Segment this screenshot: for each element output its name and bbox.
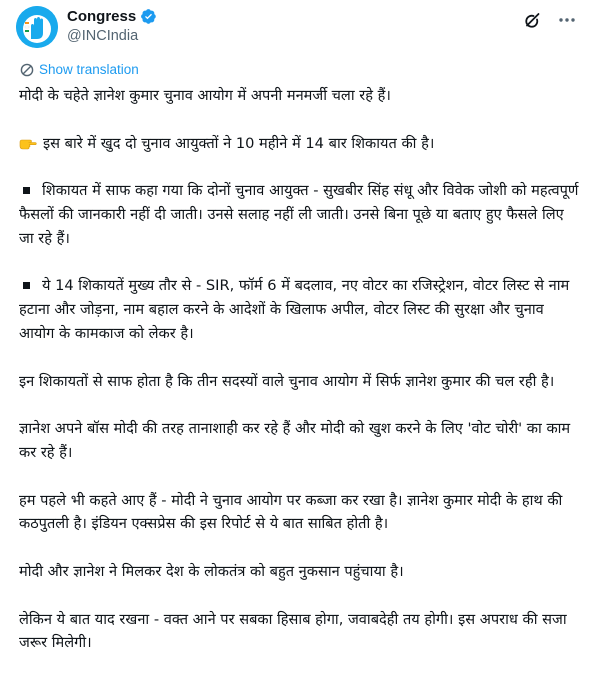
- account-names: [67, 6, 157, 44]
- tweet-paragraph-6: ज्ञानेश अपने बॉस मोदी की तरह तानाशाही कर रहे हैं और मोदी को खुश करने के लिए 'वोट चोरी' का काम कर रहे हैं।: [19, 420, 571, 461]
- grok-icon[interactable]: [523, 10, 543, 30]
- tweet-paragraph-8: मोदी और ज्ञानेश ने मिलकर देश के लोकतंत्र को बहुत नुकसान पहुंचाया है।: [19, 562, 404, 580]
- congress-logo-icon: [16, 6, 58, 48]
- tweet-paragraph-1: मोदी के चहेते ज्ञानेश कुमार चुनाव आयोग में अपनी मनमर्जी चला रहे हैं।: [19, 87, 391, 104]
- account-handle[interactable]: @INCIndia: [67, 28, 139, 44]
- show-translation-link[interactable]: [20, 62, 139, 77]
- more-icon[interactable]: [557, 10, 577, 30]
- tweet-paragraph-4: [19, 274, 579, 345]
- pointing-hand-icon: [19, 134, 37, 148]
- display-name[interactable]: Congress: [67, 7, 137, 25]
- tweet-paragraph-9: लेकिन ये बात याद रखना - वक्त आने पर सबका हिसाब होगा, जवाबदेही तय होगी। इस अपराध की सजा जरूर मिलेगी।: [19, 610, 567, 652]
- header-actions: [523, 10, 577, 30]
- tweet-text: [19, 84, 579, 655]
- tweet-header: [16, 6, 579, 50]
- tweet-paragraph-4-text: ये 14 शिकायतें मुख्य तौर से - SIR, फॉर्म 6 में बदलाव, नए वोटर का रजिस्ट्रेशन, वोटर लिस्ट से नाम हटाना और जोड़ना, नाम बहाल करने के आदेशों के खिलाफ अपील, वोटर लिस्ट की सुरक्षा और चुनाव आयोग के कामकाज को लेकर है।: [19, 277, 570, 342]
- tweet-paragraph-2: [19, 132, 579, 156]
- avatar[interactable]: [16, 6, 58, 48]
- tweet-paragraph-7: हम पहले भी कहते आए हैं - मोदी ने चुनाव आयोग पर कब्जा कर रखा है। ज्ञानेश कुमार मोदी के हाथ की कठपुतली है। इंडियन एक्सप्रेस की इस रिपोर्ट से ये बात साबित होती है।: [19, 491, 563, 533]
- tweet-paragraph-3-text: शिकायत में साफ कहा गया कि दोनों चुनाव आयुक्त - सुखबीर सिंह संधू और विवेक जोशी को महत्वपूर्ण फैसलों की जानकारी नहीं दी जाती। उनसे सलाह नहीं ली जाती। उनसे बिना पूछे या बताए हुए फैसले लिए जा रहे हैं।: [19, 182, 579, 247]
- tweet-paragraph-3: [19, 179, 579, 250]
- translate-icon: [20, 63, 34, 77]
- bullet-square-icon: [23, 187, 30, 194]
- tweet-paragraph-2-text: इस बारे में खुद दो चुनाव आयुक्तों ने 10 महीने में 14 बार शिकायत की है।: [43, 134, 435, 152]
- bullet-square-icon: [23, 282, 30, 289]
- tweet-paragraph-5: इन शिकायतों से साफ होता है कि तीन सदस्यों वाले चुनाव आयोग में सिर्फ ज्ञानेश कुमार की चल रही है।: [19, 372, 555, 390]
- verified-badge-icon: [140, 8, 157, 25]
- show-translation-label: Show translation: [39, 62, 139, 77]
